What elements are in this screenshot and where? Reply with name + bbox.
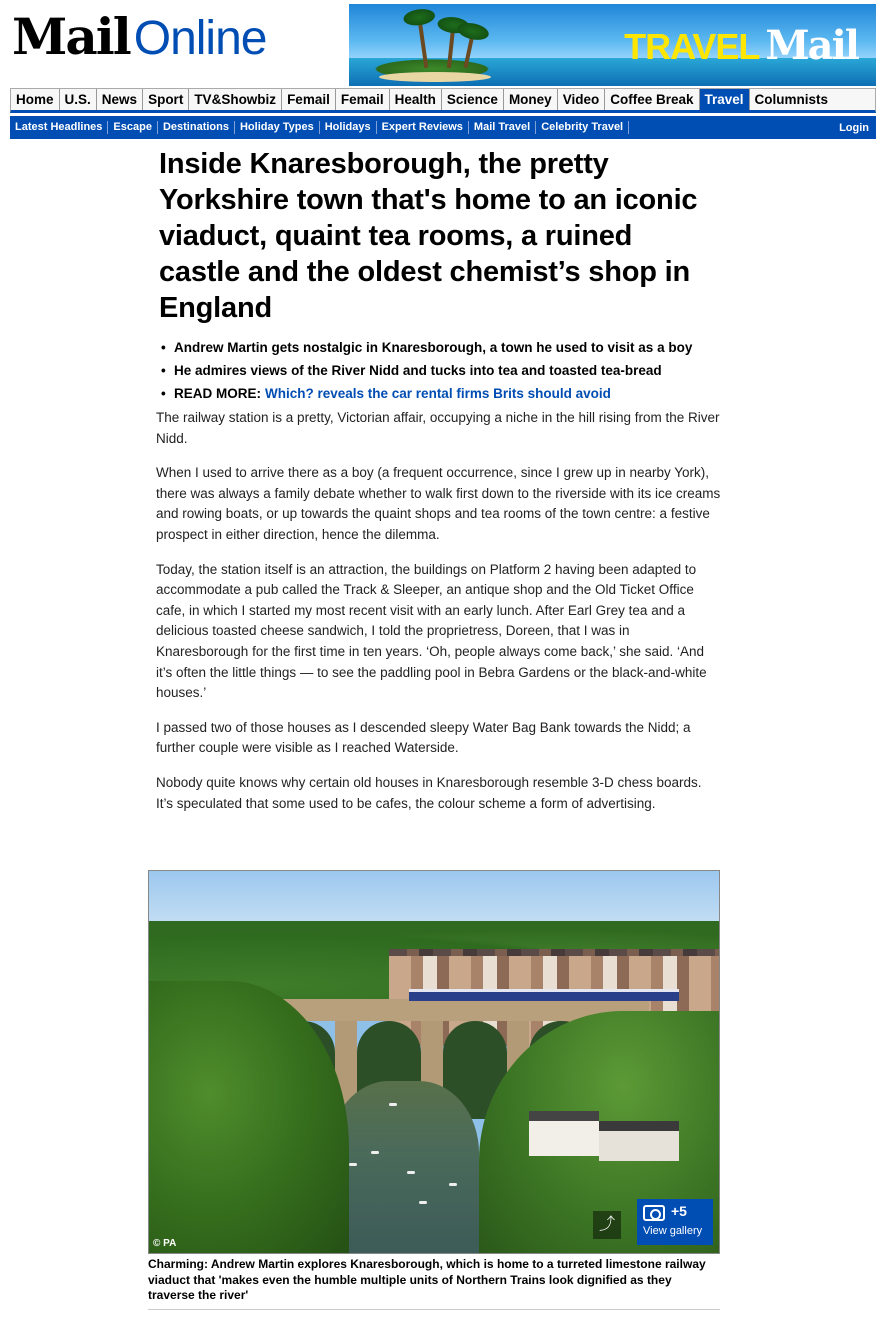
photo-boat <box>449 1183 457 1186</box>
photo-caption: Charming: Andrew Martin explores Knaresborough, which is home to a turreted limestone railway viaduct that 'makes even the humble multiple units of Northern Trains look dignified as they traverse the river' <box>148 1257 720 1310</box>
primary-nav <box>10 88 876 113</box>
article-paragraph: Today, the station itself is an attraction, the buildings on Platform 2 having been adapted to accommodate a pub called the Track & Sleeper, an antique shop and the Old Ticket Office cafe, in which I started my most recent visit with an early lunch. After Earl Grey tea and a delicious toasted cheese sandwich, I told the proprietress, Doreen, that I was in Knaresborough for the first time in ten years. ‘Oh, people always come back,’ she said. ‘And it’s often the little things — to see the paddling pool in Bebra Gardens or the black-and-white houses.’ <box>156 561 707 701</box>
mailonline-logo[interactable] <box>12 6 266 68</box>
nav-item-home[interactable]: Home <box>11 89 60 110</box>
nav-item-travel[interactable]: Travel <box>700 89 750 110</box>
banner-sand <box>379 72 491 82</box>
article-photo[interactable] <box>148 870 720 1254</box>
photo-boat <box>407 1171 415 1174</box>
read-more-bullet <box>159 382 720 405</box>
subnav-expert-reviews[interactable]: Expert Reviews <box>377 121 469 134</box>
summary-bullet: • He admires views of the River Nidd and tucks into tea and toasted tea-bread <box>159 359 720 382</box>
article-paragraph: Nobody quite knows why certain old houses in Knaresborough resemble 3-D chess boards. It’s speculated that some used to be cafes, the colour scheme a form of advertising. <box>156 774 702 811</box>
subnav-latest-headlines[interactable]: Latest Headlines <box>10 121 108 134</box>
article-summary-bullets <box>159 336 720 405</box>
login-link[interactable]: Login <box>839 121 869 134</box>
nav-item-tvshowbiz[interactable]: TV&Showbiz <box>189 89 282 110</box>
photo-boat <box>389 1103 397 1106</box>
view-gallery-label: View gallery <box>643 1225 703 1237</box>
subnav-mail-travel[interactable]: Mail Travel <box>469 121 536 134</box>
share-icon: ⤴ <box>598 1216 615 1233</box>
view-gallery-button[interactable] <box>637 1199 713 1245</box>
subnav-escape[interactable]: Escape <box>108 121 158 134</box>
nav-item-columnists[interactable]: Columnists <box>754 92 829 107</box>
nav-item-money[interactable]: Money <box>504 89 558 110</box>
logo-online-text: Online <box>133 12 267 65</box>
article-paragraph: When I used to arrive there as a boy (a frequent occurrence, since I grew up in nearby York), there was always a family debate whether to walk first down to the riverside with its ice creams and rowing boats, or up towards the quaint shops and tea rooms of the town centre: a festive prospect in either direction, hence the dilemma. <box>156 465 721 542</box>
nav-item-video[interactable]: Video <box>558 89 606 110</box>
masthead <box>0 0 884 86</box>
travel-mail-banner[interactable] <box>349 4 876 86</box>
gallery-count: +5 <box>671 1203 687 1219</box>
secondary-nav <box>10 116 876 139</box>
subnav-destinations[interactable]: Destinations <box>158 121 235 134</box>
nav-item-us[interactable]: U.S. <box>60 89 97 110</box>
photo-credit: © PA <box>153 1238 177 1249</box>
summary-bullet: • Andrew Martin gets nostalgic in Knaresborough, a town he used to visit as a boy <box>159 336 720 359</box>
subnav-holidays[interactable]: Holidays <box>320 121 377 134</box>
photo-house <box>529 1111 599 1156</box>
nav-item-news[interactable]: News <box>97 89 143 110</box>
article-body <box>156 408 722 814</box>
subnav-holiday-types[interactable]: Holiday Types <box>235 121 320 134</box>
photo-boat <box>419 1201 427 1204</box>
nav-item-coffee-break[interactable]: Coffee Break <box>605 89 699 110</box>
photo-boat <box>349 1163 357 1166</box>
read-more-label: READ MORE: <box>174 386 261 401</box>
share-button[interactable] <box>593 1211 621 1239</box>
nav-item-femail[interactable]: Femail <box>282 89 336 110</box>
nav-item-science[interactable]: Science <box>442 89 504 110</box>
banner-title <box>624 22 858 69</box>
nav-item-sport[interactable]: Sport <box>143 89 189 110</box>
subnav-celebrity-travel[interactable]: Celebrity Travel <box>536 121 629 134</box>
banner-travel-text: TRAVEL <box>624 26 760 67</box>
article <box>148 146 720 828</box>
nav-item-health[interactable]: Health <box>390 89 442 110</box>
article-paragraph: The railway station is a pretty, Victorian affair, occupying a niche in the hill rising from the River Nidd. <box>156 410 720 446</box>
banner-mail-text: Mail <box>765 22 858 69</box>
photo-river <box>329 1081 479 1254</box>
camera-icon <box>643 1205 665 1221</box>
read-more-link[interactable]: Which? reveals the car rental firms Brits should avoid <box>265 386 611 401</box>
photo-house <box>599 1121 679 1161</box>
article-headline: Inside Knaresborough, the pretty Yorkshire town that's home to an iconic viaduct, quaint tea rooms, a ruined castle and the oldest chemist’s shop in England <box>159 148 698 324</box>
photo-train <box>409 989 679 1001</box>
photo-boat <box>371 1151 379 1154</box>
article-paragraph: I passed two of those houses as I descended sleepy Water Bag Bank towards the Nidd; a further couple were visible as I reached Waterside. <box>156 719 691 756</box>
nav-item-femail-2[interactable]: Femail <box>336 89 390 110</box>
logo-mail-text: Mail <box>12 7 130 66</box>
